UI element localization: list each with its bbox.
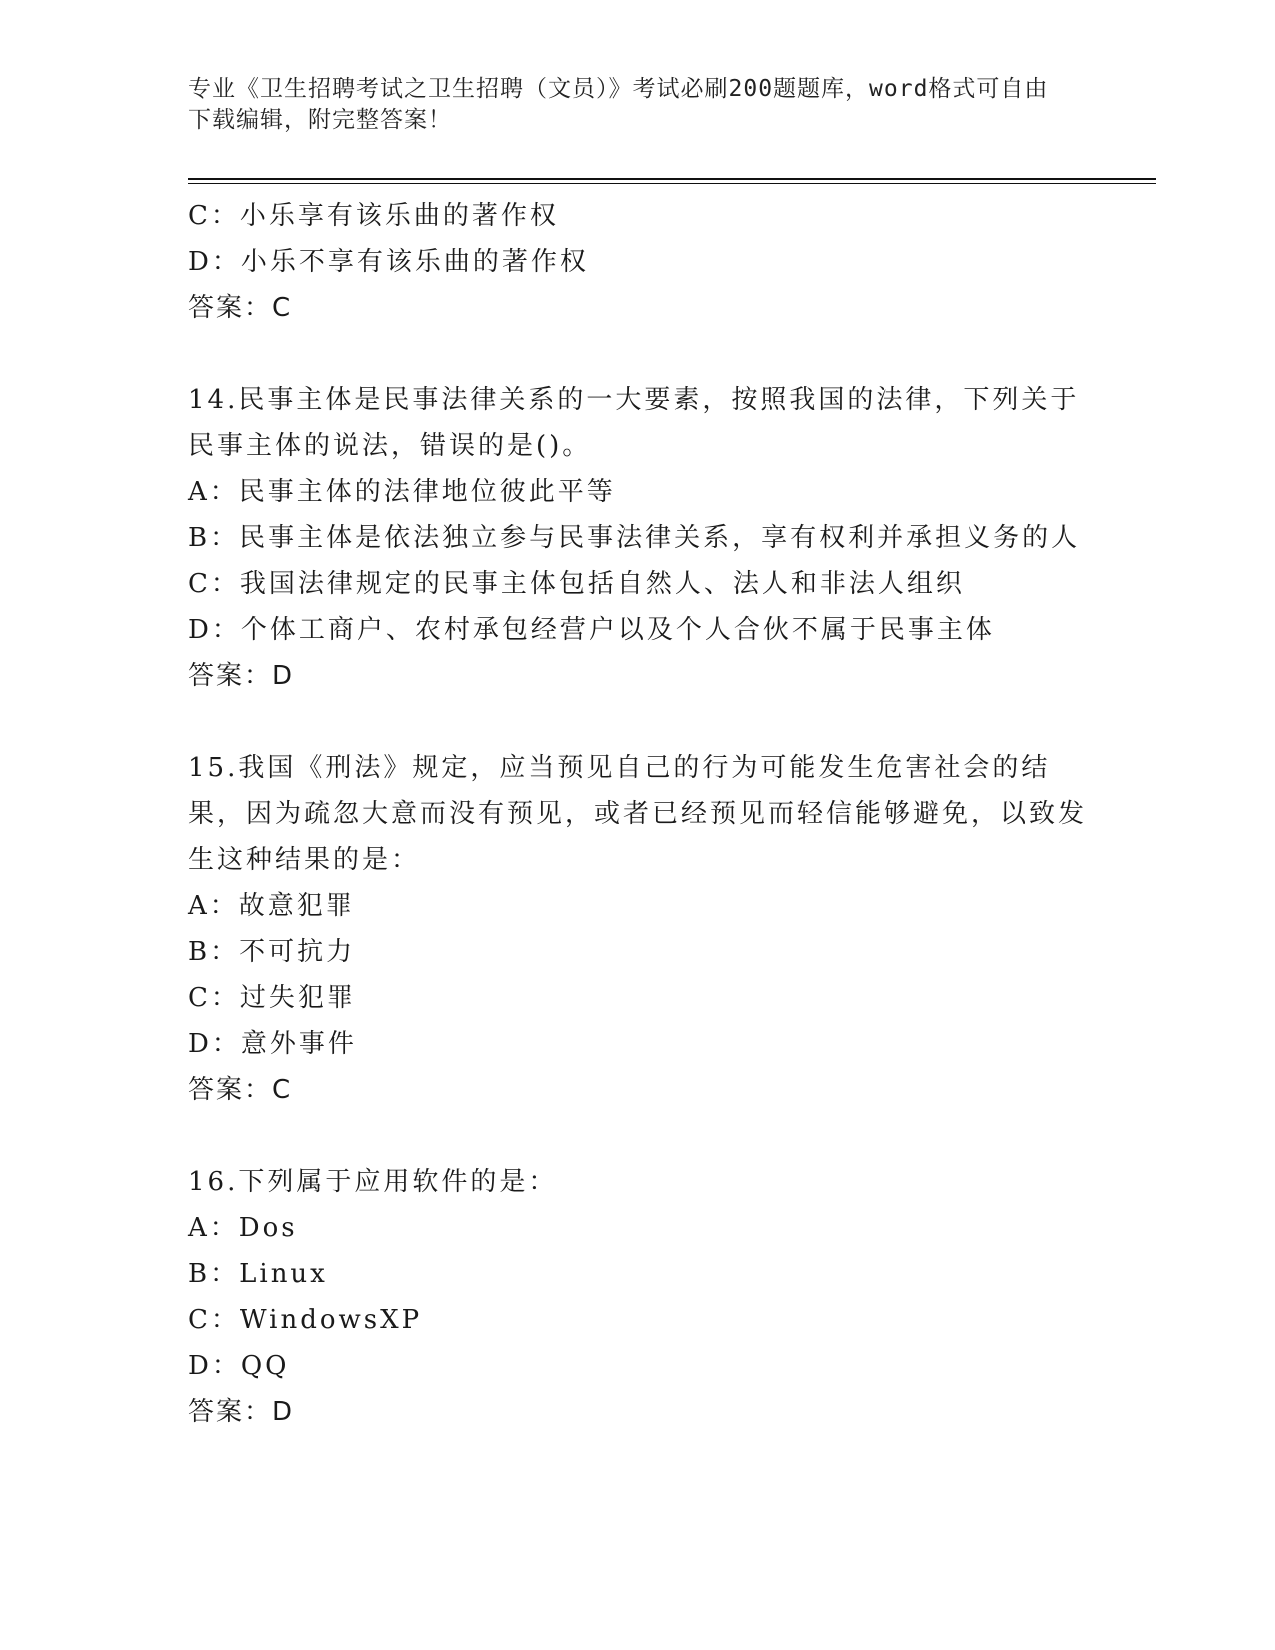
option-b: B：Linux xyxy=(188,1259,328,1289)
option-c: C：WindowsXP xyxy=(188,1305,423,1335)
option-d: D：小乐不享有该乐曲的著作权 xyxy=(188,247,589,277)
question-text: 15.我国《刑法》规定，应当预见自己的行为可能发生危害社会的结果，因为疏忽大意而没有预见，或者已经预见而轻信能够避免，以致发生这种结果的是： xyxy=(188,753,1088,875)
spacer xyxy=(188,331,1108,377)
question-text: 16.下列属于应用软件的是： xyxy=(188,1167,558,1197)
question-text: 14.民事主体是民事法律关系的一大要素，按照我国的法律，下列关于民事主体的说法，错误的是()。 xyxy=(188,385,1080,461)
option-a: A：民事主体的法律地位彼此平等 xyxy=(188,477,616,507)
spacer xyxy=(188,699,1108,745)
question-15 xyxy=(188,745,1108,1113)
option-d: D：意外事件 xyxy=(188,1029,357,1059)
option-c: C：过失犯罪 xyxy=(188,983,356,1013)
header-divider-thick xyxy=(188,178,1156,180)
question-content xyxy=(188,193,1108,1435)
question-16 xyxy=(188,1159,1108,1435)
question-14 xyxy=(188,377,1108,699)
answer-line: 答案：D xyxy=(188,1397,295,1427)
option-d: D：个体工商户、农村承包经营户以及个人合伙不属于民事主体 xyxy=(188,615,995,645)
option-a: A：故意犯罪 xyxy=(188,891,355,921)
option-b: B：不可抗力 xyxy=(188,937,356,967)
option-d: D：QQ xyxy=(188,1351,290,1381)
document-header: 专业《卫生招聘考试之卫生招聘（文员）》考试必刷200题题库，word格式可自由下载编辑，附完整答案！ xyxy=(188,76,1049,133)
answer-line: 答案：D xyxy=(188,661,295,691)
option-a: A：Dos xyxy=(188,1213,298,1243)
question-13-continued xyxy=(188,193,1108,331)
option-c: C：小乐享有该乐曲的著作权 xyxy=(188,201,559,231)
header-divider-thin xyxy=(188,183,1156,184)
answer-line: 答案：C xyxy=(188,293,293,323)
answer-line: 答案：C xyxy=(188,1075,293,1105)
option-b: B：民事主体是依法独立参与民事法律关系，享有权利并承担义务的人 xyxy=(188,523,1081,553)
option-c: C：我国法律规定的民事主体包括自然人、法人和非法人组织 xyxy=(188,569,965,599)
spacer xyxy=(188,1113,1108,1159)
